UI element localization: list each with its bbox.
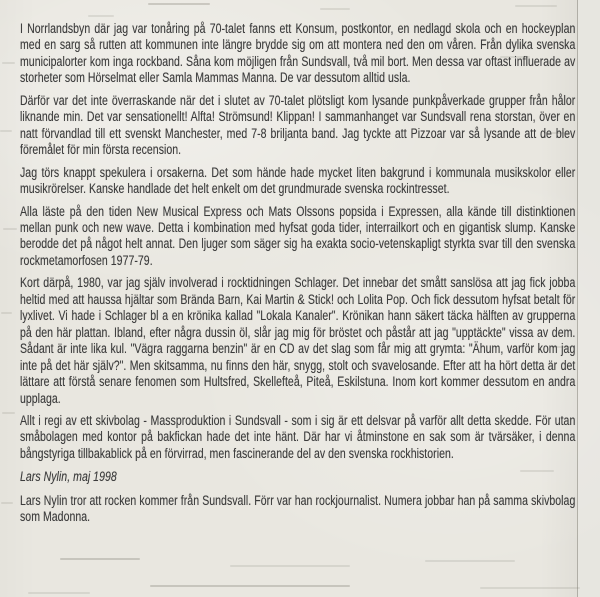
paragraph-schlager: Kort därpå, 1980, var jag själv involverad i rocktidningen Schlager. Det innebar det smått sanslösa att jag fick jobba heltid med att haussa hjältar som Brända Barn, Kai Martin & Stick! och Lolita Pop. Och fick dessutom hyfsat betalt för lyxlivet. Vi hade i Schlager bl a en krönika kallad "Lokala Kanaler". Krönikan hann säkert täcka hälften av grupperna på den här plattan. Ibland, efter några dussin öl, slår jag mig för bröstet och påstår att jag "upptäckte" vissa av dem. Sådant är inte lika kul. "Vägra raggarna benzin" är en CD av det slag som får mig att grymta: "Ähum, varför kom jag inte på det här själv?". Men skitsamma, nu finns den här, snygg, stolt och svavelosande. Efter att ha hört detta är det lättare att förstå senare fenomen som Hultsfred, Skellefteå, Piteå, Eskilstuna. Inom kort kommer dessutom en andra upplaga. — [20, 275, 576, 406]
text-column — [20, 21, 575, 532]
paragraph-record-label: Allt i regi av ett skivbolag - Massproduktion i Sundsvall - som i sig är ett delsvar på varför allt detta skedde. För utan småbolagen med kontor på bakfickan hade det inte hänt. Där har vi åtminstone en sak som är tvärsäker, i denna bångstyriga tillbakablick på en förvirrad, men fascinerande del av den svenska rockhistorien. — [20, 412, 576, 461]
scan-artifact — [148, 3, 210, 5]
scan-artifact — [2, 412, 15, 414]
paragraph-causes: Jag törs knappt spekulera i orsakerna. Det som hände hade mycket liten bakgrund i kommunala musikskolor eller musikrörelser. Kanske handlade det helt enkelt om det grundmurade svenska rockintresset. — [20, 164, 576, 197]
scan-artifact — [1, 502, 13, 504]
scan-artifact — [0, 130, 12, 132]
paragraph-intro: I Norrlandsbyn där jag var tonåring på 70-talet fanns ett Konsum, postkontor, en nedlagd skola och en hockeyplan med en sarg så rutten att kommunen inte längre brydde sig om att montera ned den om våren. Från dylika svenska municipalorter kom inga rockband. Såna kom möjligen från Sundsvall, två mil bort. Men dessa var oftast influerade av storheter som Hörselmat eller Samla Mammas Manna. De var dessutom alltid usla. — [20, 21, 576, 86]
scan-artifact — [3, 228, 17, 230]
scan-artifact — [320, 8, 350, 10]
paragraph-nme: Alla läste på den tiden New Musical Express och Mats Olssons popsida i Expressen, alla kände till distinktionen mellan punk och new wave. Detta i kombination med hyfsat goda tider, interrailkort och en gigantisk slump. Kanske berodde det på något helt annat. Den ljuger som säger sig ha exakta socio-vetenskapligt styrkta svar till den svenska rockmetamorfosen 1977-79. — [20, 203, 576, 268]
scan-artifact — [230, 565, 350, 567]
scan-artifact — [88, 15, 114, 17]
scan-artifact — [150, 585, 350, 587]
scan-artifact — [28, 592, 90, 594]
paragraph-punk-groups: Därför var det inte överraskande när det i slutet av 70-talet plötsligt kom lysande punkpåverkade grupper från hålor liknande min. Det var sensationellt! Alfta! Strömsund! Klippan! I sammanhanget var Sundsvall rena storstan, över en natt förvandlad till ett svenskt Manchester, med 7-8 briljanta band. Jag tyckte att Pizzoar var så lysande att de blev föremålet för min första recension. — [20, 92, 576, 158]
scan-artifact — [480, 587, 580, 589]
scan-artifact — [60, 558, 140, 560]
scan-artifact — [425, 560, 515, 562]
scan-artifact — [1, 312, 12, 314]
byline: Lars Nylin, maj 1998 — [20, 469, 117, 485]
scan-artifact — [2, 62, 15, 64]
scan-edge-band — [578, 0, 600, 597]
scan-artifact — [515, 5, 557, 7]
postscript: Lars Nylin tror att rocken kommer från Sundsvall. Förr var han rockjournalist. Numera jobbar han på samma skivbolag som Madonna. — [20, 492, 576, 525]
